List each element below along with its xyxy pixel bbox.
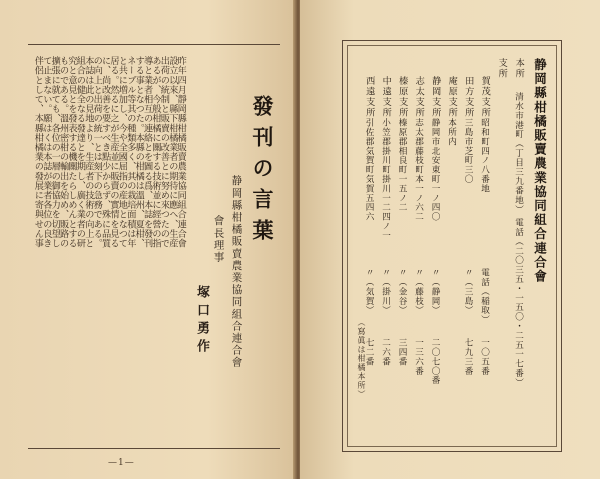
essay-line: 擴張に就ても、各位の一層の御協力を切望し — [49, 56, 61, 248]
essay-line: する事となつた。本縣の柑橘は溫州、夏柑、 — [133, 56, 145, 248]
top-rule — [28, 44, 280, 45]
essay-line: 出荷の統制と販賣の改善とに努め來つたので — [158, 56, 170, 248]
essay-line: て止まない。願はくは本誌が業者各位の良き — [40, 56, 52, 248]
page-number: —1— — [108, 458, 135, 468]
branch-name: 賀茂支所 — [479, 76, 491, 118]
essay-organization: 静岡縣柑橘販賣農業協同組合連合會 — [230, 175, 243, 369]
branch-phone-number: 三四番 — [397, 338, 408, 367]
branch-address: 静岡市北安東町一ノ四〇 — [430, 118, 441, 222]
branch-name: 庵原支所 — [446, 76, 458, 118]
photo-caption: （寫眞は柑橘本所） — [357, 318, 366, 399]
left-page — [0, 0, 296, 479]
branch-phone-number: 一〇五番 — [479, 338, 490, 376]
branch-phone-number: 二〇七〇番 — [430, 338, 441, 385]
author-name: 塚口勇作 — [194, 285, 209, 357]
branches-label: 支所 — [496, 58, 508, 79]
essay-line: と共に増加し、今や全國屈指の産地となつて — [116, 56, 128, 248]
branch-name: 志太支所 — [413, 76, 425, 118]
essay-line: ものである。溫州密柑の輸出を始め、販路の — [57, 56, 69, 248]
essay-line: 組合の健全なる發達とを期し、廣く業者の研 — [74, 56, 86, 248]
branch-phone-exchange: 〃（藤枝） — [413, 268, 424, 315]
branch-phone-exchange: 〃（静岡） — [430, 268, 441, 315]
branch-name: 中遠支所 — [380, 76, 392, 118]
branch-phone-exchange: 〃（金谷） — [397, 268, 408, 315]
branch-phone-exchange: 〃（掛川） — [380, 268, 391, 315]
branch-address: 昭和町四ノ八番地 — [479, 118, 490, 194]
branch-phone-exchange: 〃（気賀） — [364, 268, 375, 315]
branch-name: 西遠支所 — [363, 76, 375, 118]
essay-line: 究と意見とを發表する機關たらしめんとする — [66, 56, 77, 248]
author-role: 會長理事 — [212, 215, 225, 264]
branch-phone-number: 七九三番 — [463, 338, 474, 376]
essay-line: あるが、今般柑橘に關する技術並に經營の指 — [150, 56, 161, 248]
right-page — [300, 0, 600, 479]
essay-line: の向上と出荷の統一とは刻下の急務である。 — [91, 56, 103, 248]
branch-phone-number: 七二番 — [364, 338, 375, 367]
branch-address: 榛原郡相良町一五ノ二 — [397, 118, 408, 212]
branch-name: 田方支所 — [462, 76, 474, 118]
branch-address: 本所内 — [446, 118, 457, 147]
head-office-label: 本所 — [513, 58, 525, 79]
branch-address: 小笠郡掛川町掛川一二四ノ一 — [380, 118, 391, 241]
branch-address: 志太郡藤枝町本一ノ六二 — [413, 118, 424, 222]
essay-line: 居る。然るに之が生産並に販賣の實情を見る — [108, 56, 119, 248]
essay-line: 設立以來、縣下柑橘業者の期待に應へ、生産 — [166, 56, 178, 248]
head-office-phone: 電話（二〇三五・一五〇・二五一七番） — [513, 218, 524, 388]
branch-name: 榛原支所 — [396, 76, 408, 118]
branch-phone-exchange: 〃（三島） — [463, 268, 474, 315]
branch-phone-exchange: 電話（稲取） — [479, 268, 490, 325]
branch-phone-number: 一三六番 — [413, 338, 424, 376]
essay-title: 發刊の言葉 — [250, 95, 275, 250]
essay-line: 導と業者相互の連絡とを圖る爲、本誌を發刊 — [141, 56, 153, 248]
branch-phone-number: 二六番 — [380, 338, 391, 367]
essay-line: 昨年四月靜岡縣柑橘販賣農業協同組合連合會 — [175, 56, 187, 248]
branch-name: 静岡支所 — [429, 76, 441, 118]
directory-title: 静岡縣柑橘販賣農業協同組合連合會 — [532, 58, 548, 284]
head-office-address: 清水市港町（丁目三九番地） — [513, 92, 524, 215]
branch-address: 三島市芝町三〇 — [463, 118, 474, 184]
essay-line: に、尚改善を要すべき點少からず、殊に品質 — [99, 56, 111, 248]
essay-line: 本誌は此の見地より、生産者の技術の向上と — [82, 56, 94, 248]
branch-address: 引佐郡気賀町気賀五四六 — [364, 118, 375, 222]
essay-line: 伴侶として、本縣柑橘業の發展に寄與せん事 — [32, 56, 44, 248]
essay-line: ネーブル等其の種類多く、其の栽培面積は年 — [124, 56, 136, 248]
bottom-rule — [28, 448, 280, 449]
